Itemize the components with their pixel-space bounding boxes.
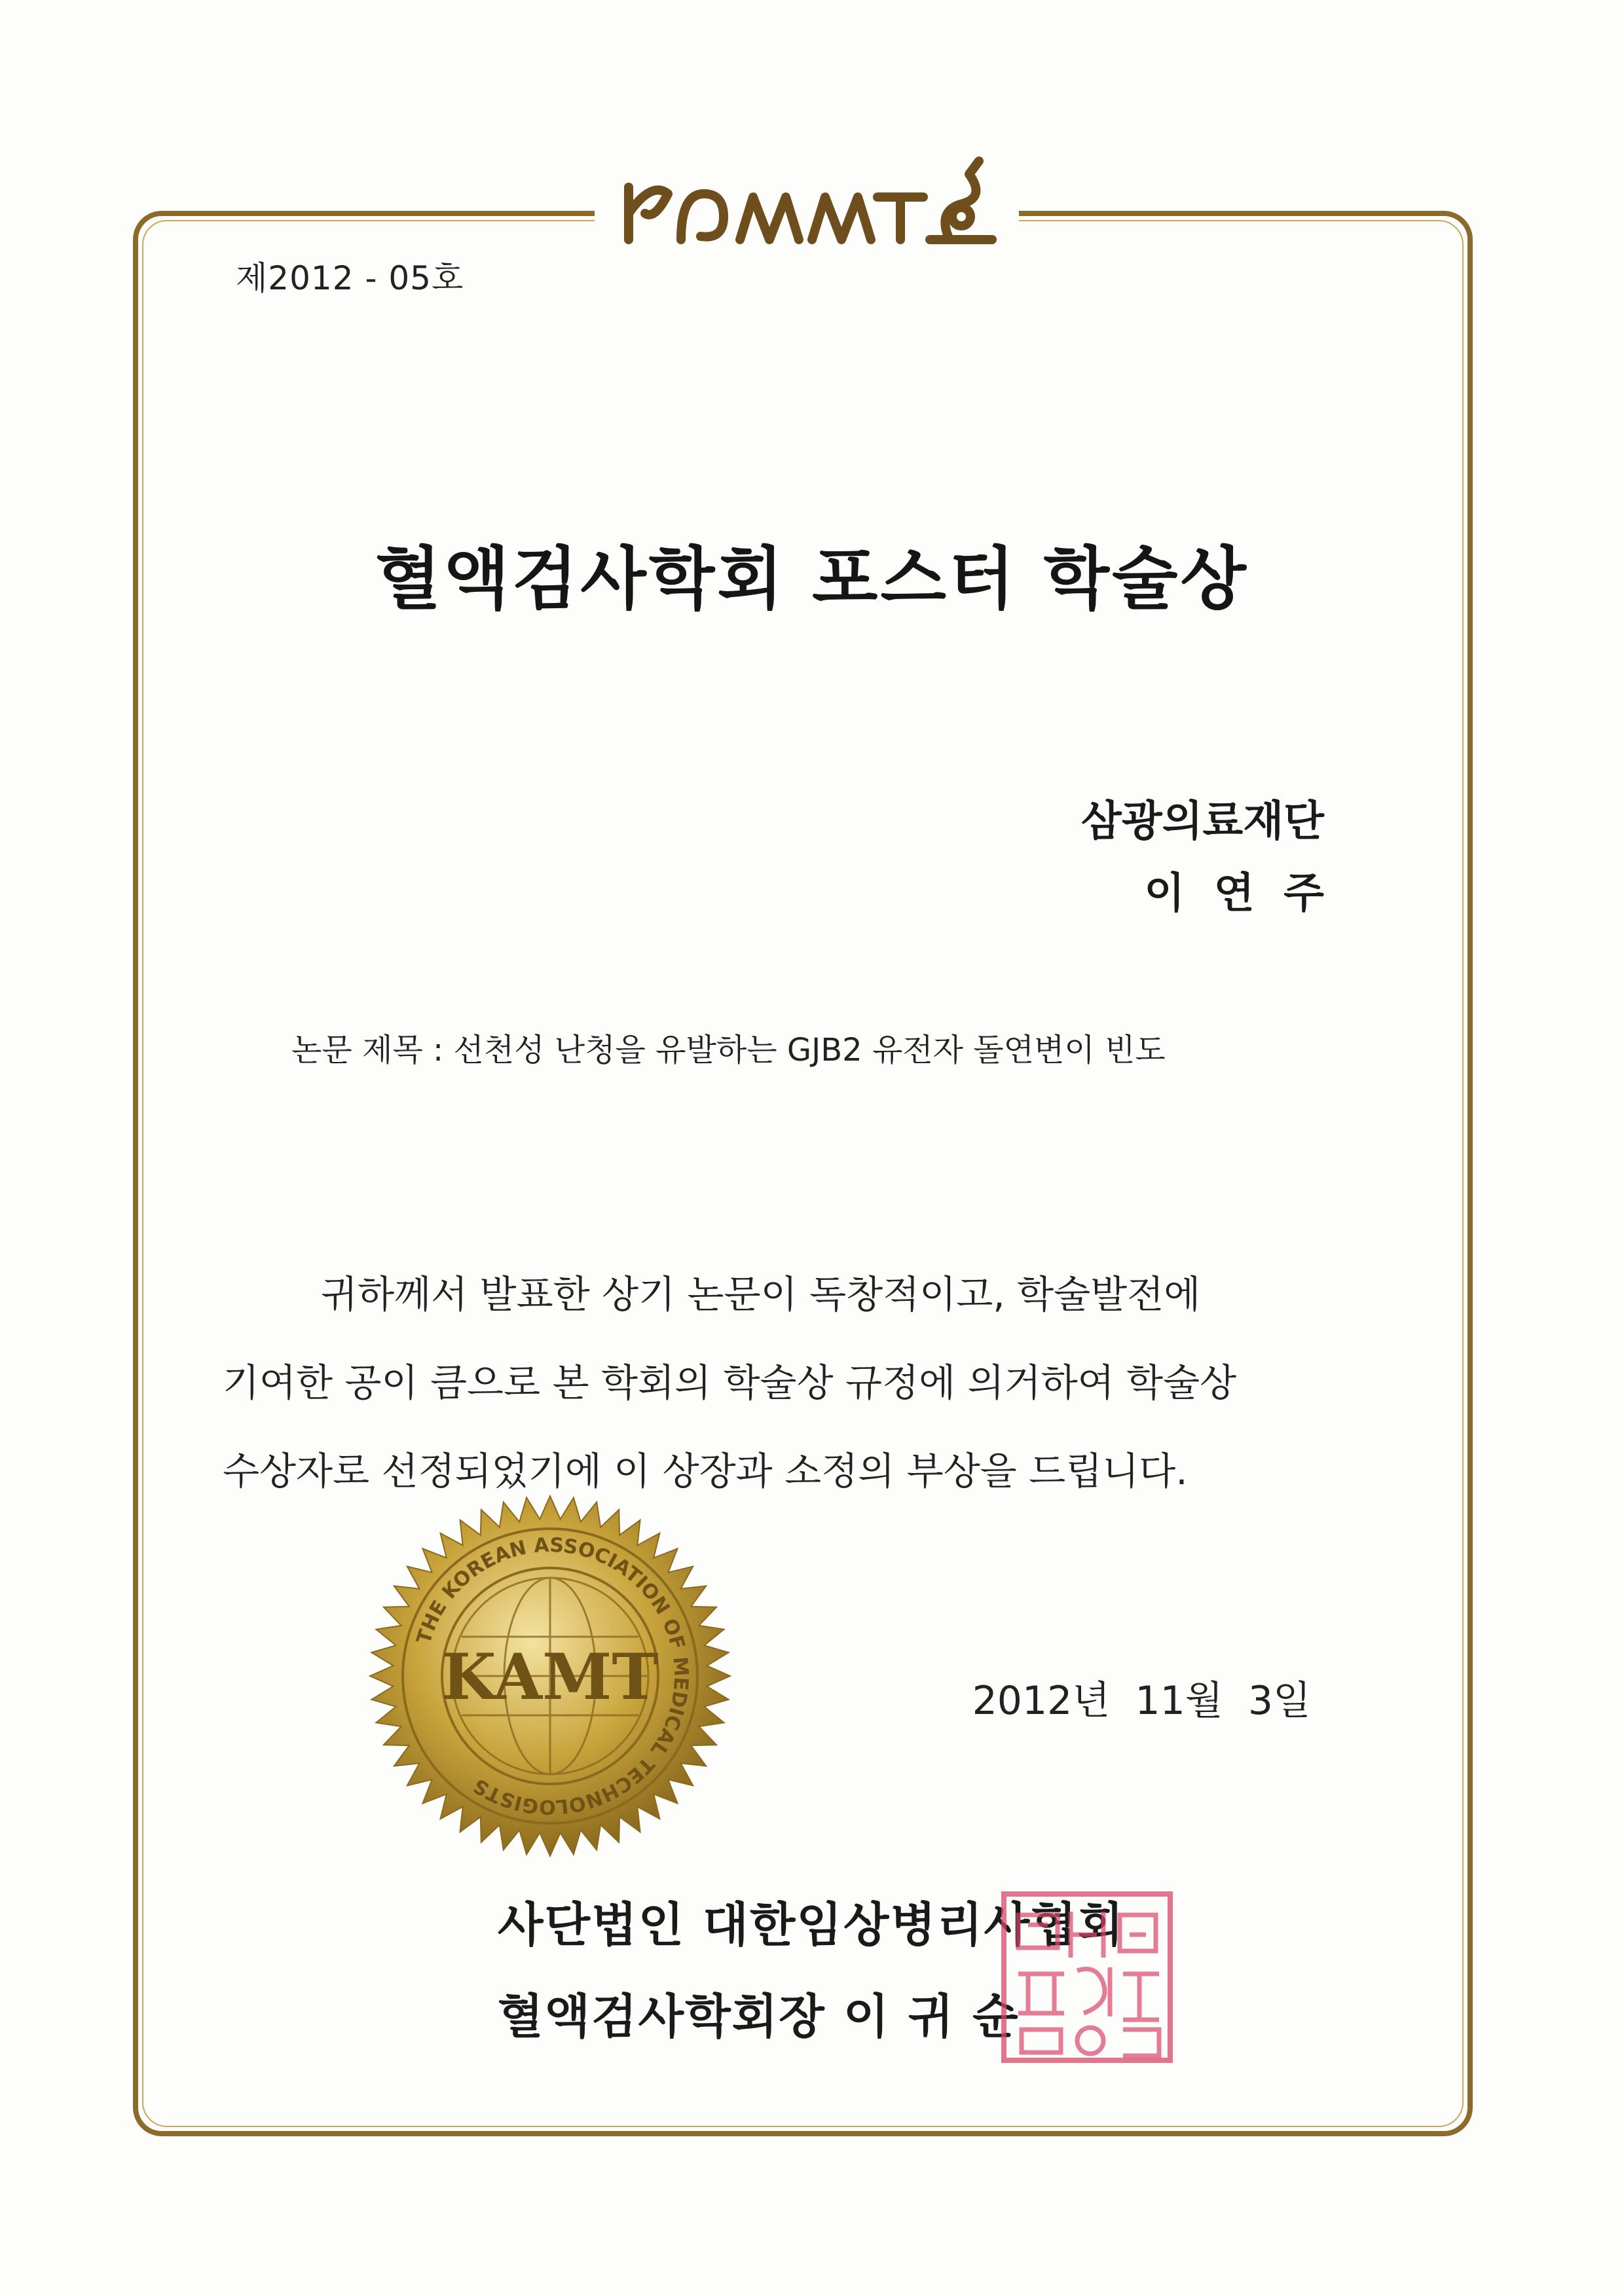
- certificate-number: 제2012 - 05호: [236, 259, 464, 297]
- award-date: 2012년 11월 3일: [972, 1678, 1311, 1724]
- paper-title: 논문 제목 : 선천성 난청을 유발하는 GJB2 유전자 돌연변이 빈도: [291, 1032, 1166, 1068]
- seal-center-text: KAMT: [441, 1640, 659, 1714]
- certificate-title: 혈액검사학회 포스터 학술상: [375, 538, 1249, 619]
- award-text: [223, 1250, 1375, 1516]
- microscope-logo-icon: [616, 148, 999, 246]
- issuer-president: 혈액검사학회장 이 귀 순: [498, 1988, 1020, 2044]
- certificate-frame: [133, 211, 1473, 2136]
- recipient-organization: 삼광의료재단: [1081, 797, 1324, 846]
- gold-seal-icon: [367, 1493, 733, 1859]
- issuer-association: 사단법인 대한임상병리사협회: [498, 1897, 1125, 1952]
- recipient-name: 이 연 주: [1144, 869, 1324, 918]
- red-name-stamp: [999, 1889, 1175, 2066]
- award-text-line: 수상자로 선정되었기에 이 상장과 소정의 부상을 드립니다.: [223, 1449, 1188, 1493]
- award-text-line: 기여한 공이 큼으로 본 학회의 학술상 규정에 의거하여 학술상: [223, 1360, 1237, 1405]
- award-text-line: 귀하께서 발표한 상기 논문이 독창적이고, 학술발전에: [321, 1272, 1201, 1317]
- recipient-block: [1081, 786, 1324, 930]
- seal-ring-text: THE KOREAN ASSOCIATION OF MEDICAL TECHNOLOGISTS: [412, 1533, 693, 1819]
